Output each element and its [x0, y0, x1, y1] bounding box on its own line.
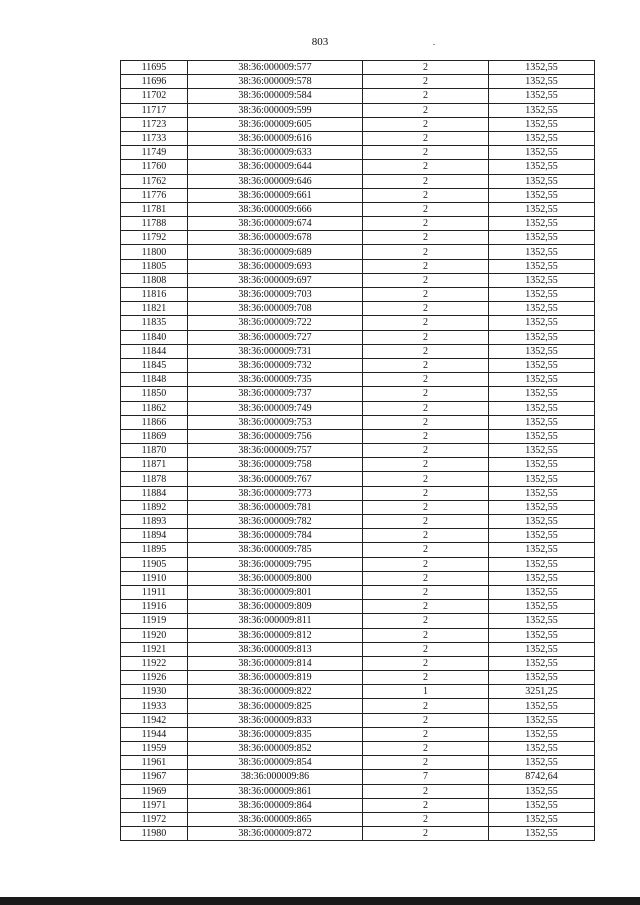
cadastral-number-cell: 38:36:000009:813 — [188, 642, 363, 656]
table-row — [121, 444, 595, 458]
row-number-cell: 11808 — [121, 273, 188, 287]
table-row — [121, 656, 595, 670]
row-number-cell: 11905 — [121, 557, 188, 571]
amount-cell: 1352,55 — [489, 571, 595, 585]
amount-cell: 1352,55 — [489, 486, 595, 500]
amount-cell: 1352,55 — [489, 259, 595, 273]
count-cell: 2 — [363, 571, 489, 585]
count-cell: 2 — [363, 344, 489, 358]
table-row — [121, 671, 595, 685]
row-number-cell: 11862 — [121, 401, 188, 415]
table-row — [121, 770, 595, 784]
cadastral-number-cell: 38:36:000009:703 — [188, 288, 363, 302]
table-row — [121, 798, 595, 812]
cadastral-number-cell: 38:36:000009:735 — [188, 373, 363, 387]
count-cell: 2 — [363, 316, 489, 330]
cadastral-number-cell: 38:36:000009:693 — [188, 259, 363, 273]
amount-cell: 1352,55 — [489, 500, 595, 514]
table-row — [121, 515, 595, 529]
table-row — [121, 103, 595, 117]
count-cell: 2 — [363, 103, 489, 117]
count-cell: 2 — [363, 202, 489, 216]
row-number-cell: 11910 — [121, 571, 188, 585]
table-row — [121, 812, 595, 826]
count-cell: 2 — [363, 472, 489, 486]
amount-cell: 1352,55 — [489, 699, 595, 713]
count-cell: 2 — [363, 784, 489, 798]
row-number-cell: 11850 — [121, 387, 188, 401]
row-number-cell: 11895 — [121, 543, 188, 557]
row-number-cell: 11921 — [121, 642, 188, 656]
amount-cell: 1352,55 — [489, 756, 595, 770]
count-cell: 2 — [363, 656, 489, 670]
count-cell: 2 — [363, 288, 489, 302]
amount-cell: 1352,55 — [489, 103, 595, 117]
count-cell: 2 — [363, 415, 489, 429]
count-cell: 2 — [363, 713, 489, 727]
row-number-cell: 11749 — [121, 146, 188, 160]
table-row — [121, 685, 595, 699]
amount-cell: 1352,55 — [489, 529, 595, 543]
amount-cell: 3251,25 — [489, 685, 595, 699]
table-row — [121, 202, 595, 216]
row-number-cell: 11805 — [121, 259, 188, 273]
amount-cell: 1352,55 — [489, 798, 595, 812]
amount-cell: 1352,55 — [489, 543, 595, 557]
cadastral-number-cell: 38:36:000009:785 — [188, 543, 363, 557]
table-row — [121, 713, 595, 727]
amount-cell: 1352,55 — [489, 429, 595, 443]
count-cell: 2 — [363, 742, 489, 756]
table-row — [121, 756, 595, 770]
row-number-cell: 11870 — [121, 444, 188, 458]
cadastral-number-cell: 38:36:000009:819 — [188, 671, 363, 685]
amount-cell: 1352,55 — [489, 273, 595, 287]
cadastral-number-cell: 38:36:000009:605 — [188, 117, 363, 131]
count-cell: 2 — [363, 458, 489, 472]
table-row — [121, 529, 595, 543]
cadastral-number-cell: 38:36:000009:864 — [188, 798, 363, 812]
cadastral-number-cell: 38:36:000009:795 — [188, 557, 363, 571]
amount-cell: 1352,55 — [489, 727, 595, 741]
count-cell: 2 — [363, 117, 489, 131]
amount-cell: 1352,55 — [489, 784, 595, 798]
cadastral-number-cell: 38:36:000009:801 — [188, 585, 363, 599]
row-number-cell: 11942 — [121, 713, 188, 727]
table-row — [121, 174, 595, 188]
row-number-cell: 11871 — [121, 458, 188, 472]
row-number-cell: 11980 — [121, 827, 188, 841]
amount-cell: 1352,55 — [489, 742, 595, 756]
table-row — [121, 387, 595, 401]
cadastral-number-cell: 38:36:000009:697 — [188, 273, 363, 287]
count-cell: 2 — [363, 756, 489, 770]
count-cell: 2 — [363, 486, 489, 500]
row-number-cell: 11869 — [121, 429, 188, 443]
amount-cell: 8742,64 — [489, 770, 595, 784]
amount-cell: 1352,55 — [489, 174, 595, 188]
count-cell: 2 — [363, 600, 489, 614]
amount-cell: 1352,55 — [489, 444, 595, 458]
table-row — [121, 642, 595, 656]
amount-cell: 1352,55 — [489, 415, 595, 429]
table-row — [121, 415, 595, 429]
row-number-cell: 11866 — [121, 415, 188, 429]
table-row — [121, 160, 595, 174]
count-cell: 2 — [363, 273, 489, 287]
count-cell: 2 — [363, 429, 489, 443]
count-cell: 2 — [363, 330, 489, 344]
table-row — [121, 288, 595, 302]
amount-cell: 1352,55 — [489, 600, 595, 614]
cadastral-number-cell: 38:36:000009:584 — [188, 89, 363, 103]
cadastral-number-cell: 38:36:000009:757 — [188, 444, 363, 458]
table-row — [121, 784, 595, 798]
row-number-cell: 11894 — [121, 529, 188, 543]
count-cell: 2 — [363, 642, 489, 656]
row-number-cell: 11760 — [121, 160, 188, 174]
cadastral-number-cell: 38:36:000009:633 — [188, 146, 363, 160]
row-number-cell: 11972 — [121, 812, 188, 826]
table-row — [121, 458, 595, 472]
amount-cell: 1352,55 — [489, 344, 595, 358]
cadastral-number-cell: 38:36:000009:578 — [188, 75, 363, 89]
amount-cell: 1352,55 — [489, 302, 595, 316]
amount-cell: 1352,55 — [489, 131, 595, 145]
cadastral-number-cell: 38:36:000009:812 — [188, 628, 363, 642]
count-cell: 2 — [363, 557, 489, 571]
amount-cell: 1352,55 — [489, 117, 595, 131]
cadastral-number-cell: 38:36:000009:809 — [188, 600, 363, 614]
row-number-cell: 11800 — [121, 245, 188, 259]
cadastral-number-cell: 38:36:000009:865 — [188, 812, 363, 826]
cadastral-number-cell: 38:36:000009:800 — [188, 571, 363, 585]
count-cell: 2 — [363, 174, 489, 188]
amount-cell: 1352,55 — [489, 202, 595, 216]
count-cell: 2 — [363, 302, 489, 316]
count-cell: 2 — [363, 75, 489, 89]
count-cell: 2 — [363, 146, 489, 160]
count-cell: 2 — [363, 61, 489, 75]
table-row — [121, 600, 595, 614]
amount-cell: 1352,55 — [489, 245, 595, 259]
amount-cell: 1352,55 — [489, 61, 595, 75]
amount-cell: 1352,55 — [489, 671, 595, 685]
cadastral-number-cell: 38:36:000009:784 — [188, 529, 363, 543]
count-cell: 2 — [363, 259, 489, 273]
count-cell: 2 — [363, 500, 489, 514]
row-number-cell: 11893 — [121, 515, 188, 529]
amount-cell: 1352,55 — [489, 557, 595, 571]
table-row — [121, 245, 595, 259]
count-cell: 2 — [363, 628, 489, 642]
row-number-cell: 11695 — [121, 61, 188, 75]
cadastral-number-cell: 38:36:000009:861 — [188, 784, 363, 798]
amount-cell: 1352,55 — [489, 288, 595, 302]
count-cell: 2 — [363, 543, 489, 557]
table-row — [121, 472, 595, 486]
row-number-cell: 11696 — [121, 75, 188, 89]
amount-cell: 1352,55 — [489, 827, 595, 841]
page-number: 803 — [311, 36, 329, 48]
table-row — [121, 827, 595, 841]
cadastral-number-cell: 38:36:000009:822 — [188, 685, 363, 699]
cadastral-number-cell: 38:36:000009:835 — [188, 727, 363, 741]
row-number-cell: 11816 — [121, 288, 188, 302]
table-row — [121, 543, 595, 557]
row-number-cell: 11702 — [121, 89, 188, 103]
count-cell: 2 — [363, 529, 489, 543]
cadastral-number-cell: 38:36:000009:646 — [188, 174, 363, 188]
count-cell: 2 — [363, 827, 489, 841]
amount-cell: 1352,55 — [489, 472, 595, 486]
count-cell: 2 — [363, 699, 489, 713]
cadastral-number-cell: 38:36:000009:599 — [188, 103, 363, 117]
row-number-cell: 11967 — [121, 770, 188, 784]
row-number-cell: 11961 — [121, 756, 188, 770]
cadastral-number-cell: 38:36:000009:854 — [188, 756, 363, 770]
cadastral-number-cell: 38:36:000009:758 — [188, 458, 363, 472]
count-cell: 2 — [363, 671, 489, 685]
table-row — [121, 302, 595, 316]
table-row — [121, 344, 595, 358]
table-row — [121, 358, 595, 372]
count-cell: 2 — [363, 231, 489, 245]
cadastral-number-cell: 38:36:000009:727 — [188, 330, 363, 344]
table-row — [121, 373, 595, 387]
registry-table-body — [121, 61, 595, 841]
row-number-cell: 11971 — [121, 798, 188, 812]
amount-cell: 1352,55 — [489, 146, 595, 160]
table-row — [121, 614, 595, 628]
table-row — [121, 571, 595, 585]
row-number-cell: 11821 — [121, 302, 188, 316]
cadastral-number-cell: 38:36:000009:708 — [188, 302, 363, 316]
scan-bottom-edge — [0, 897, 640, 905]
cadastral-number-cell: 38:36:000009:825 — [188, 699, 363, 713]
row-number-cell: 11926 — [121, 671, 188, 685]
cadastral-number-cell: 38:36:000009:814 — [188, 656, 363, 670]
row-number-cell: 11844 — [121, 344, 188, 358]
table-row — [121, 500, 595, 514]
row-number-cell: 11944 — [121, 727, 188, 741]
row-number-cell: 11723 — [121, 117, 188, 131]
table-row — [121, 131, 595, 145]
count-cell: 2 — [363, 401, 489, 415]
amount-cell: 1352,55 — [489, 330, 595, 344]
table-row — [121, 585, 595, 599]
row-number-cell: 11922 — [121, 656, 188, 670]
amount-cell: 1352,55 — [489, 316, 595, 330]
cadastral-number-cell: 38:36:000009:86 — [188, 770, 363, 784]
row-number-cell: 11911 — [121, 585, 188, 599]
cadastral-number-cell: 38:36:000009:732 — [188, 358, 363, 372]
cadastral-number-cell: 38:36:000009:782 — [188, 515, 363, 529]
row-number-cell: 11733 — [121, 131, 188, 145]
amount-cell: 1352,55 — [489, 812, 595, 826]
row-number-cell: 11835 — [121, 316, 188, 330]
table-row — [121, 188, 595, 202]
row-number-cell: 11959 — [121, 742, 188, 756]
cadastral-number-cell: 38:36:000009:767 — [188, 472, 363, 486]
table-row — [121, 486, 595, 500]
table-row — [121, 330, 595, 344]
amount-cell: 1352,55 — [489, 89, 595, 103]
row-number-cell: 11792 — [121, 231, 188, 245]
cadastral-number-cell: 38:36:000009:722 — [188, 316, 363, 330]
row-number-cell: 11762 — [121, 174, 188, 188]
cadastral-number-cell: 38:36:000009:753 — [188, 415, 363, 429]
count-cell: 2 — [363, 89, 489, 103]
cadastral-number-cell: 38:36:000009:731 — [188, 344, 363, 358]
count-cell: 2 — [363, 387, 489, 401]
cadastral-number-cell: 38:36:000009:749 — [188, 401, 363, 415]
amount-cell: 1352,55 — [489, 358, 595, 372]
count-cell: 2 — [363, 217, 489, 231]
cadastral-number-cell: 38:36:000009:781 — [188, 500, 363, 514]
registry-table — [120, 60, 595, 841]
amount-cell: 1352,55 — [489, 373, 595, 387]
table-row — [121, 217, 595, 231]
row-number-cell: 11840 — [121, 330, 188, 344]
amount-cell: 1352,55 — [489, 160, 595, 174]
scan-speck — [433, 44, 435, 45]
table-row — [121, 429, 595, 443]
count-cell: 2 — [363, 358, 489, 372]
row-number-cell: 11892 — [121, 500, 188, 514]
cadastral-number-cell: 38:36:000009:661 — [188, 188, 363, 202]
row-number-cell: 11788 — [121, 217, 188, 231]
count-cell: 2 — [363, 160, 489, 174]
amount-cell: 1352,55 — [489, 628, 595, 642]
table-row — [121, 628, 595, 642]
amount-cell: 1352,55 — [489, 387, 595, 401]
cadastral-number-cell: 38:36:000009:811 — [188, 614, 363, 628]
amount-cell: 1352,55 — [489, 75, 595, 89]
table-row — [121, 273, 595, 287]
row-number-cell: 11919 — [121, 614, 188, 628]
cadastral-number-cell: 38:36:000009:644 — [188, 160, 363, 174]
row-number-cell: 11920 — [121, 628, 188, 642]
amount-cell: 1352,55 — [489, 458, 595, 472]
row-number-cell: 11969 — [121, 784, 188, 798]
amount-cell: 1352,55 — [489, 188, 595, 202]
cadastral-number-cell: 38:36:000009:678 — [188, 231, 363, 245]
table-row — [121, 75, 595, 89]
table-row — [121, 401, 595, 415]
row-number-cell: 11916 — [121, 600, 188, 614]
cadastral-number-cell: 38:36:000009:737 — [188, 387, 363, 401]
cadastral-number-cell: 38:36:000009:689 — [188, 245, 363, 259]
count-cell: 7 — [363, 770, 489, 784]
table-row — [121, 742, 595, 756]
amount-cell: 1352,55 — [489, 515, 595, 529]
cadastral-number-cell: 38:36:000009:674 — [188, 217, 363, 231]
table-row — [121, 727, 595, 741]
count-cell: 2 — [363, 515, 489, 529]
row-number-cell: 11878 — [121, 472, 188, 486]
table-row — [121, 259, 595, 273]
count-cell: 2 — [363, 798, 489, 812]
table-row — [121, 699, 595, 713]
amount-cell: 1352,55 — [489, 614, 595, 628]
amount-cell: 1352,55 — [489, 656, 595, 670]
count-cell: 2 — [363, 727, 489, 741]
amount-cell: 1352,55 — [489, 401, 595, 415]
row-number-cell: 11884 — [121, 486, 188, 500]
count-cell: 2 — [363, 585, 489, 599]
row-number-cell: 11845 — [121, 358, 188, 372]
count-cell: 2 — [363, 812, 489, 826]
count-cell: 2 — [363, 131, 489, 145]
amount-cell: 1352,55 — [489, 585, 595, 599]
row-number-cell: 11930 — [121, 685, 188, 699]
count-cell: 2 — [363, 245, 489, 259]
table-row — [121, 146, 595, 160]
cadastral-number-cell: 38:36:000009:872 — [188, 827, 363, 841]
count-cell: 2 — [363, 614, 489, 628]
row-number-cell: 11717 — [121, 103, 188, 117]
cadastral-number-cell: 38:36:000009:616 — [188, 131, 363, 145]
amount-cell: 1352,55 — [489, 231, 595, 245]
amount-cell: 1352,55 — [489, 217, 595, 231]
cadastral-number-cell: 38:36:000009:666 — [188, 202, 363, 216]
count-cell: 1 — [363, 685, 489, 699]
table-row — [121, 557, 595, 571]
table-row — [121, 117, 595, 131]
table-row — [121, 316, 595, 330]
row-number-cell: 11781 — [121, 202, 188, 216]
count-cell: 2 — [363, 373, 489, 387]
cadastral-number-cell: 38:36:000009:577 — [188, 61, 363, 75]
amount-cell: 1352,55 — [489, 713, 595, 727]
cadastral-number-cell: 38:36:000009:833 — [188, 713, 363, 727]
cadastral-number-cell: 38:36:000009:852 — [188, 742, 363, 756]
count-cell: 2 — [363, 444, 489, 458]
table-row — [121, 89, 595, 103]
row-number-cell: 11848 — [121, 373, 188, 387]
table-row — [121, 231, 595, 245]
cadastral-number-cell: 38:36:000009:773 — [188, 486, 363, 500]
table-row — [121, 61, 595, 75]
amount-cell: 1352,55 — [489, 642, 595, 656]
row-number-cell: 11776 — [121, 188, 188, 202]
row-number-cell: 11933 — [121, 699, 188, 713]
cadastral-number-cell: 38:36:000009:756 — [188, 429, 363, 443]
count-cell: 2 — [363, 188, 489, 202]
